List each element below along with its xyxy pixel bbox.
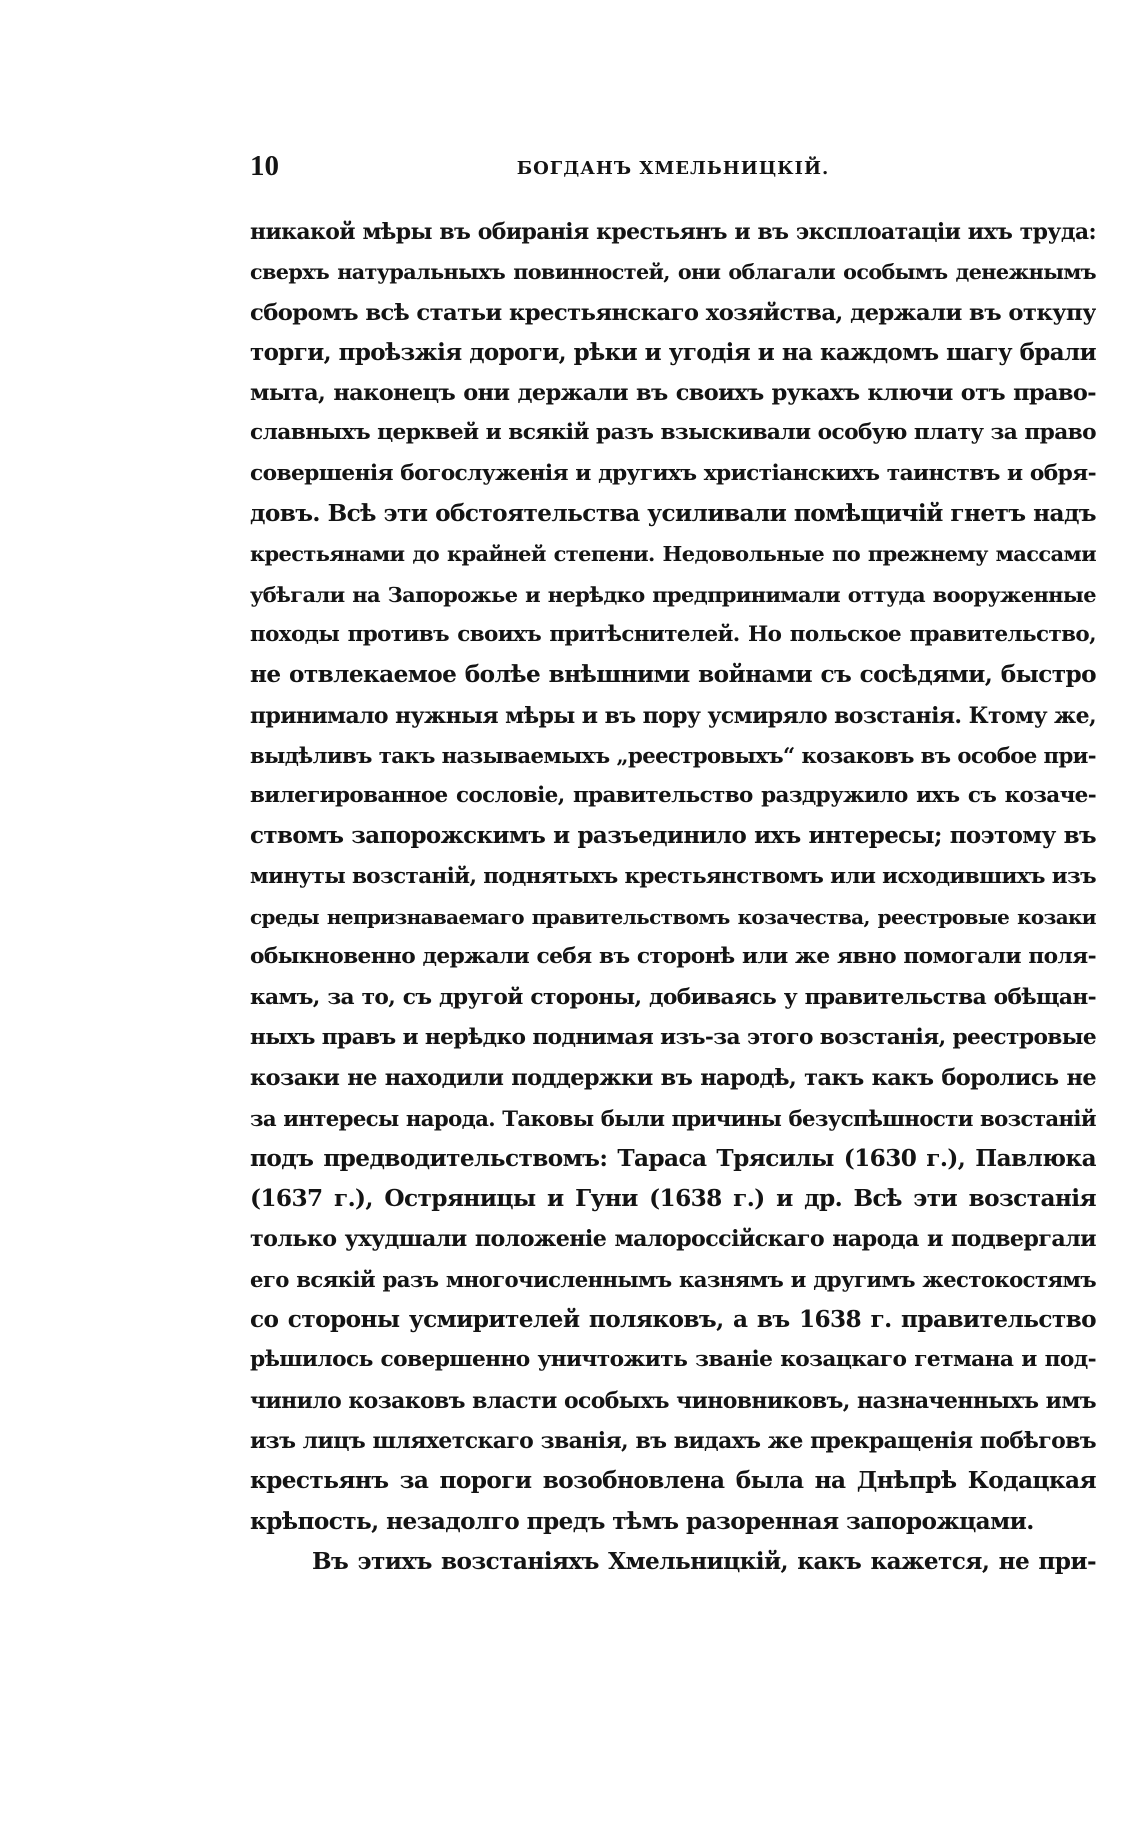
text-line: со стороны усмирителей поляковъ, а въ 1638 г. правительство [250, 1306, 1096, 1334]
text-line: сверхъ натуральныхъ повинностей, они облагали особымъ денежнымъ [250, 260, 1096, 285]
text-line: обыкновенно держали себя въ сторонѣ или же явно помогали поля- [250, 944, 1096, 970]
text-line: убѣгали на Запорожье и нерѣдко предпринимали оттуда вооруженные [250, 581, 1096, 607]
text-line: сборомъ всѣ статьи крестьянскаго хозяйства, держали въ откупу [250, 299, 1096, 326]
text-line: за интересы народа. Таковы были причины безуспѣшности возстаній [250, 1105, 1096, 1131]
text-line: вилегированное сословіе, правительство раздружило ихъ съ козаче- [250, 783, 1096, 809]
text-line: ствомъ запорожскимъ и разъединило ихъ интересы; поэтому въ [250, 822, 1096, 850]
text-line: (1637 г.), Остряницы и Гуни (1638 г.) и др. Всѣ эти возстанія [250, 1185, 1096, 1213]
text-line: его всякій разъ многочисленнымъ казнямъ и другимъ жестокостямъ [250, 1266, 1096, 1292]
text-line: крѣпость, незадолго предъ тѣмъ разоренная запорожцами. [250, 1507, 1034, 1535]
text-line: никакой мѣры въ обиранія крестьянъ и въ эксплоатаціи ихъ труда: [250, 219, 1096, 245]
text-line: чинило козаковъ власти особыхъ чиновниковъ, назначенныхъ имъ [250, 1387, 1096, 1414]
text-line: изъ лицъ шляхетскаго званія, въ видахъ же прекращенія побѣговъ [250, 1427, 1096, 1454]
running-head [250, 150, 1096, 190]
text-line: только ухудшали положеніе малороссійскаго народа и подвергали [250, 1226, 1096, 1253]
text-line: походы противъ своихъ притѣснителей. Но польское правительство, [250, 621, 1096, 647]
text-line: выдѣливъ такъ называемыхъ „реестровыхъ“ козаковъ въ особое при- [250, 742, 1096, 768]
text-line: козаки не находили поддержки въ народѣ, такъ какъ боролись не [250, 1065, 1096, 1092]
text-line: славныхъ церквей и всякій разъ взыскивали особую плату за право [250, 420, 1096, 446]
text-line: рѣшилось совершенно уничтожить званіе козацкаго гетмана и под- [250, 1347, 1096, 1373]
page-number: 10 [250, 150, 279, 182]
paragraph-first-line: Въ этихъ возстаніяхъ Хмельницкій, какъ кажется, не при- [312, 1547, 1096, 1575]
text-line: ныхъ правъ и нерѣдко поднимая изъ-за этого возстанія, реестровые [250, 1024, 1096, 1050]
running-title: БОГДАНЪ ХМЕЛЬНИЦКІЙ. [516, 158, 830, 179]
text-line: совершенія богослуженія и другихъ христіанскихъ таинствъ и обря- [250, 460, 1096, 486]
body-text [250, 212, 1096, 1582]
text-line: подъ предводительствомъ: Тараса Трясилы (1630 г.), Павлюка [250, 1144, 1096, 1172]
text-line: мыта, наконецъ они держали въ своихъ рукахъ ключи отъ право- [250, 380, 1096, 407]
text-line: крестьянъ за пороги возобновлена была на Днѣпрѣ Кодацкая [250, 1467, 1096, 1495]
text-line: среды непризнаваемаго правительствомъ козачества, реестровые козаки [250, 905, 1096, 930]
text-line: камъ, за то, съ другой стороны, добиваясь у правительства обѣщан- [250, 984, 1096, 1010]
text-line: принимало нужныя мѣры и въ пору усмиряло возстанія. Ктому же, [250, 702, 1096, 729]
text-line: минуты возстаній, поднятыхъ крестьянствомъ или исходившихъ изъ [250, 863, 1096, 889]
text-line: не отвлекаемое болѣе внѣшними войнами съ сосѣдями, быстро [250, 661, 1096, 689]
text-line: торги, проѣзжія дороги, рѣки и угодія и на каждомъ шагу брали [250, 338, 1096, 366]
text-line: крестьянами до крайней степени. Недовольные по прежнему массами [250, 541, 1096, 567]
text-line: довъ. Всѣ эти обстоятельства усиливали помѣщичій гнетъ надъ [250, 500, 1096, 528]
